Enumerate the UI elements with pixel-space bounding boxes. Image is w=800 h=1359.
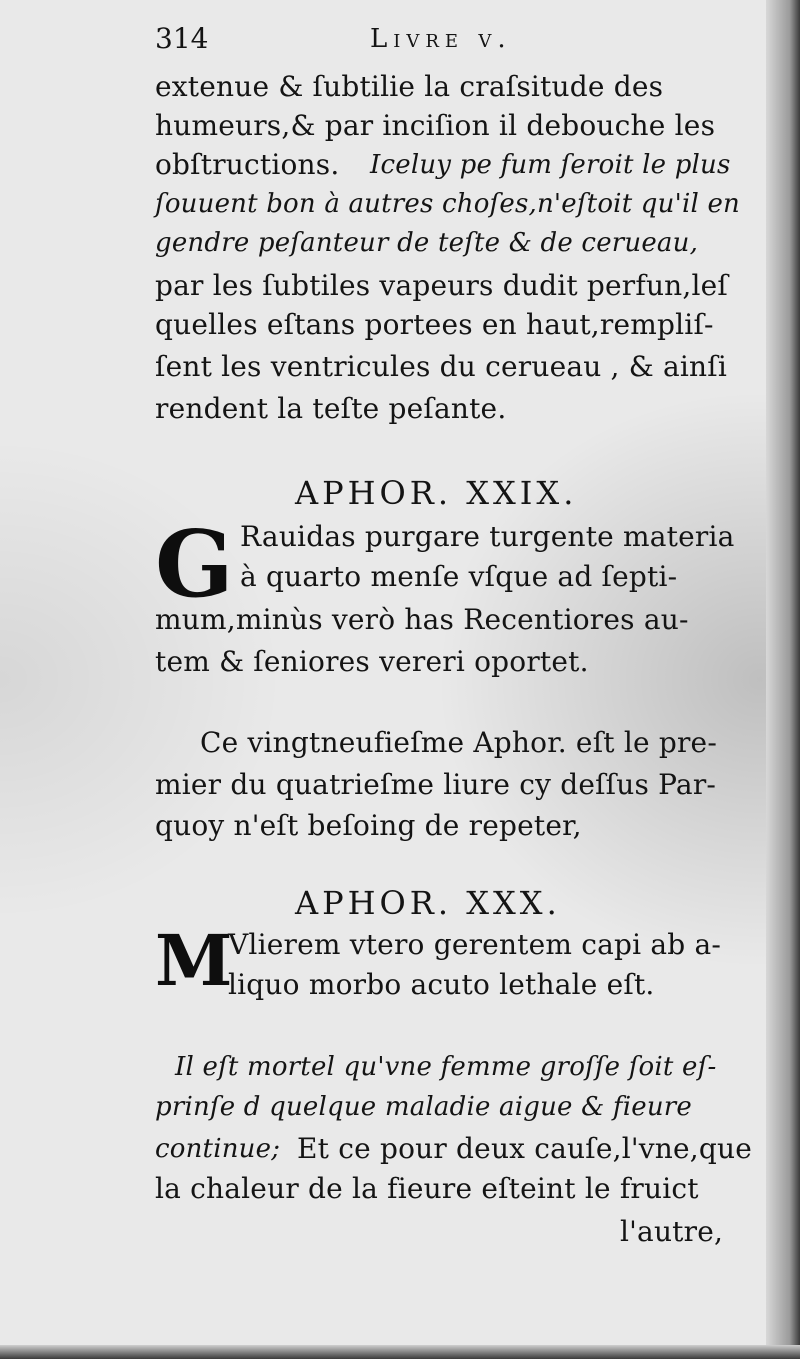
italic-text-line: prinſe d quelque maladie aigue & fieure bbox=[155, 1092, 692, 1122]
text-line: tem & ſeniores vereri oportet. bbox=[155, 645, 589, 678]
italic-text-line: continue; bbox=[155, 1134, 281, 1164]
running-title: Livre v. bbox=[370, 24, 512, 54]
page-bottom-shadow bbox=[0, 1345, 800, 1359]
text-line: liquo morbo acuto lethale eſt. bbox=[228, 968, 655, 1001]
catchword: l'autre, bbox=[620, 1215, 724, 1248]
text-line: Vlierem vtero gerentem capi ab a- bbox=[228, 928, 722, 961]
italic-text-line: gendre peſanteur de teſte & de cerueau, bbox=[155, 228, 699, 258]
text-line: mier du quatrieſme liure cy deſſus Par- bbox=[155, 768, 717, 801]
text-line: quoy n'eſt beſoing de repeter, bbox=[155, 809, 582, 842]
text-line: quelles eſtans portees en haut,rempliſ- bbox=[155, 308, 714, 341]
text-line: Ce vingtneufieſme Aphor. eſt le pre- bbox=[200, 726, 717, 759]
drop-cap: G bbox=[155, 510, 234, 618]
italic-text-line: Iceluy pe fum ſeroit le plus bbox=[370, 150, 731, 180]
text-line: par les ſubtiles vapeurs dudit perfun,leſ bbox=[155, 269, 728, 302]
text-line: mum,minùs verò has Recentiores au- bbox=[155, 603, 689, 636]
text-line: rendent la teſte peſante. bbox=[155, 392, 507, 425]
text-line: à quarto menſe vſque ad ſepti- bbox=[240, 560, 678, 593]
italic-text-line: Il eſt mortel qu'vne femme groſſe ſoit eſ- bbox=[175, 1052, 717, 1082]
text-line: ſent les ventricules du cerueau , & ainſi bbox=[155, 350, 727, 383]
italic-text-line: ſouuent bon à autres choſes,n'eſtoit qu'il en bbox=[155, 189, 740, 219]
page-number: 314 bbox=[155, 22, 209, 55]
text-line: la chaleur de la fieure eſteint le fruict bbox=[155, 1172, 699, 1205]
text-line: humeurs,& par inciſion il debouche les bbox=[155, 109, 716, 142]
text-line: Rauidas purgare turgente materia bbox=[240, 520, 735, 553]
text-line: obſtructions. bbox=[155, 148, 340, 181]
page-edge-shadow bbox=[766, 0, 800, 1359]
aphorism-heading: APHOR. XXIX. bbox=[295, 474, 578, 512]
text-line: Et ce pour deux cauſe,l'vne,que bbox=[297, 1132, 753, 1165]
drop-cap: M bbox=[155, 919, 233, 1002]
aphorism-heading: APHOR. XXX. bbox=[295, 884, 561, 922]
text-line: extenue & ſubtilie la craſsitude des bbox=[155, 70, 664, 103]
